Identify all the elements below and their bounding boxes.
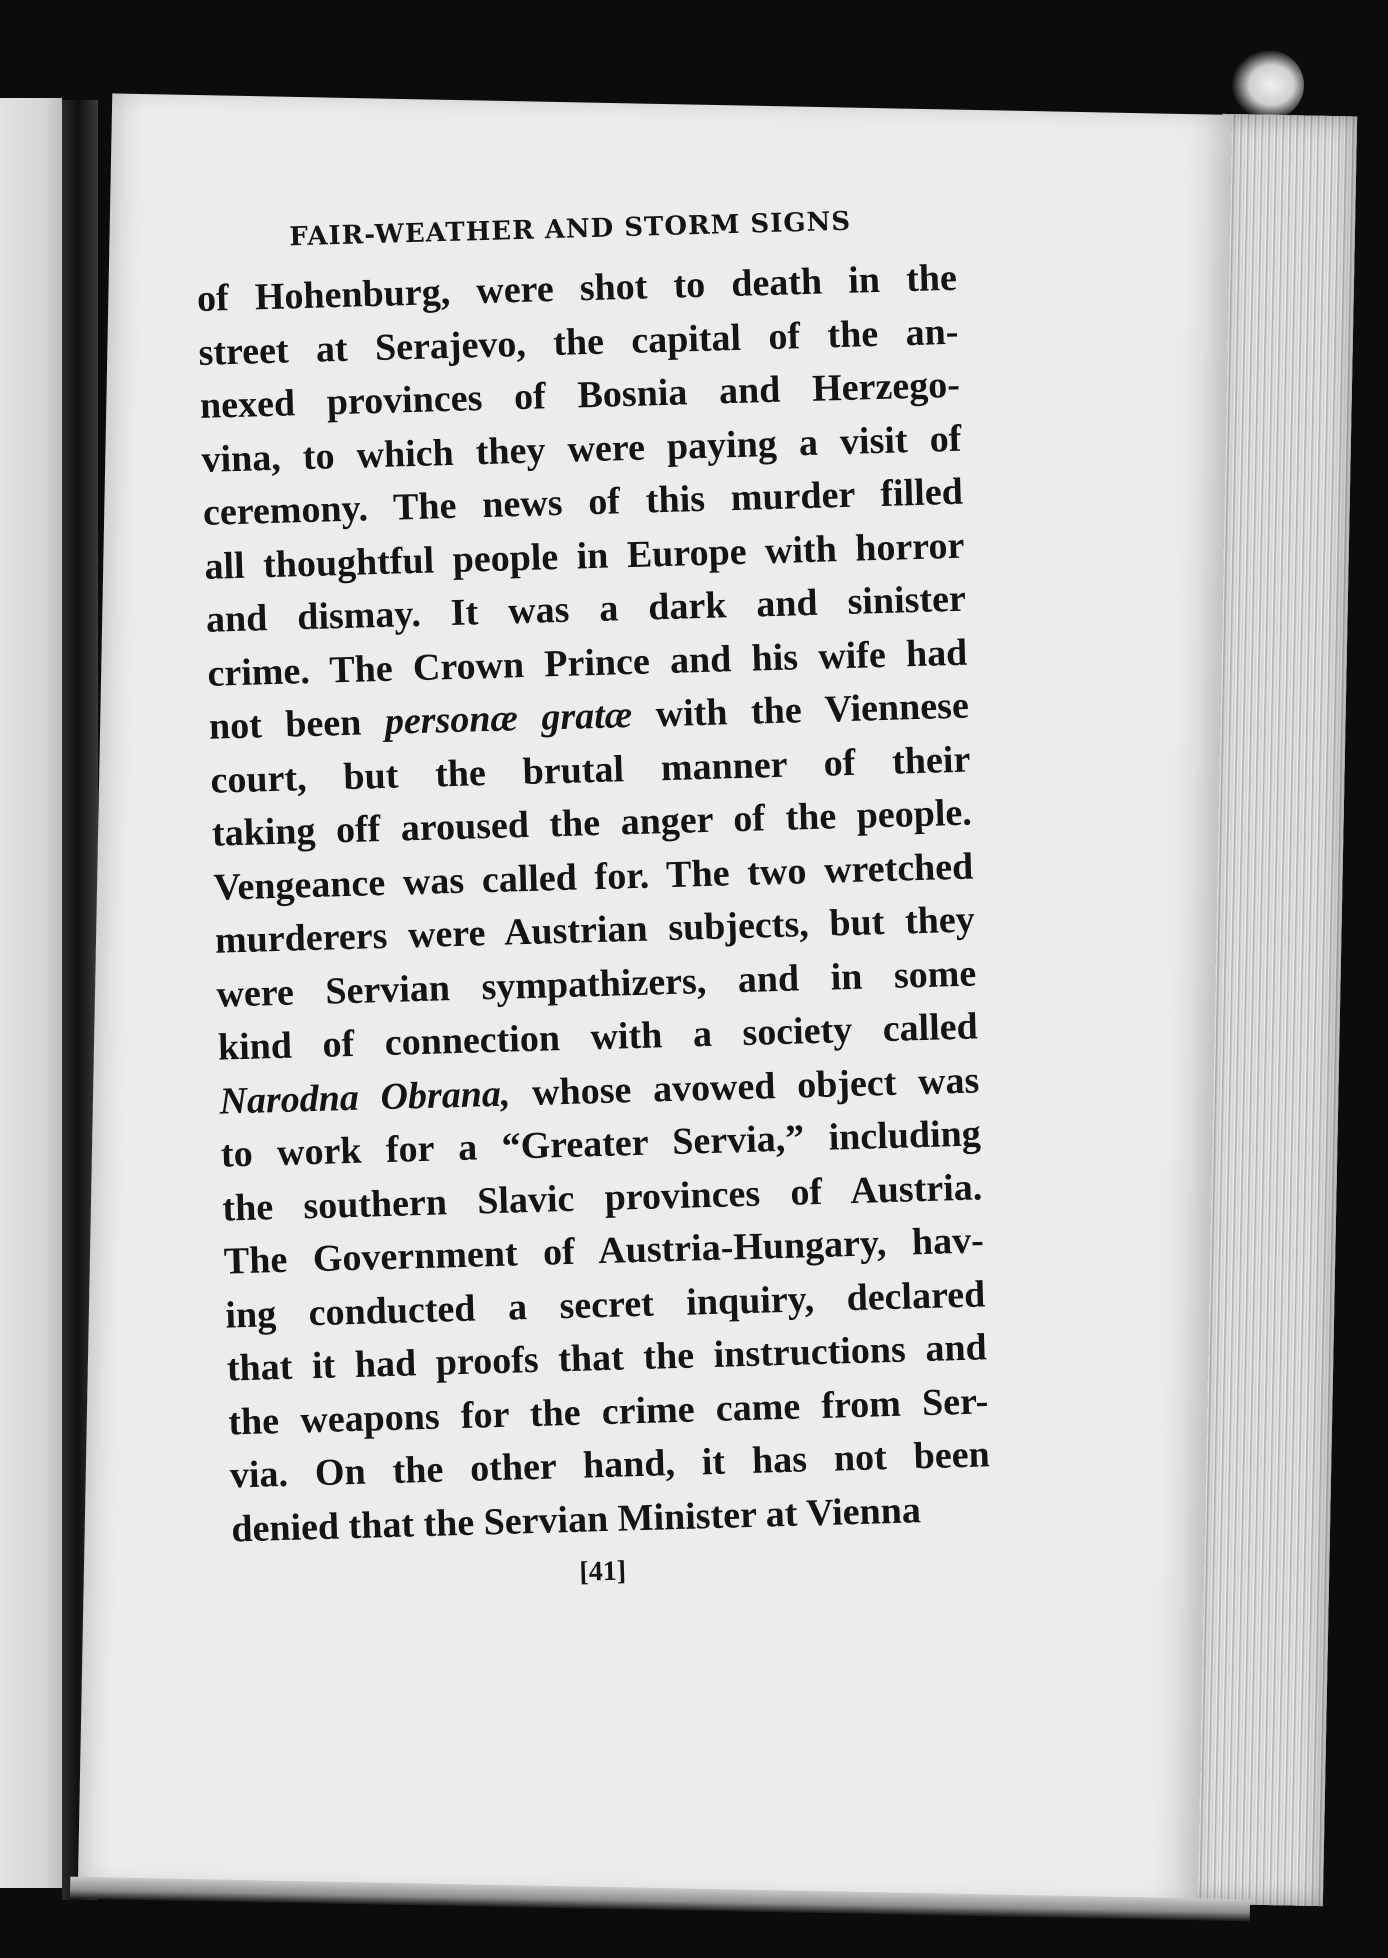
text-line: Vengeance was called for. The two wretched: [212, 845, 974, 909]
text-line: all thoughtful people in Europe with horror: [203, 524, 965, 588]
text-line: The Government of Austria-Hungary, hav-: [223, 1219, 985, 1283]
text-line: murderers were Austrian subjects, but they: [214, 898, 976, 962]
text-line: nexed provinces of Bosnia and Herzego-: [199, 363, 961, 427]
text-line: kind of connection with a society called: [217, 1005, 979, 1069]
italic-phrase: personæ gratæ: [384, 693, 633, 743]
running-head: FAIR-WEATHER AND STORM SIGNS: [289, 206, 852, 253]
text-line: via. On the other hand, it has not been: [229, 1433, 991, 1497]
text-line: the southern Slavic provinces of Austria.: [221, 1165, 983, 1230]
italic-phrase: Narodna Obrana,: [218, 1072, 511, 1123]
text-line: and dismay. It was a dark and sinister: [205, 577, 967, 641]
text-line: were Servian sympathizers, and in some: [215, 951, 977, 1016]
text-line: court, but the brutal manner of their: [209, 738, 971, 802]
body-text: [196, 252, 992, 1557]
text-line: denied that the Servian Minister at Vienna: [230, 1488, 922, 1550]
text-line: street at Serajevo, the capital of the an-: [197, 310, 959, 374]
corner-smudge: [1232, 50, 1304, 120]
text-line: taking off aroused the anger of the people.: [211, 791, 973, 855]
text-line: to work for a “Greater Servia,” including: [220, 1112, 982, 1176]
text-line: of Hohenburg, were shot to death in the: [196, 256, 958, 320]
text-line: the weapons for the crime came from Ser-: [227, 1379, 989, 1444]
page-number: [41]: [579, 1555, 627, 1588]
text-line: vina, to which they were paying a visit of: [200, 417, 962, 481]
text-segment: not been: [208, 700, 386, 748]
text-line: crime. The Crown Prince and his wife had: [206, 631, 968, 695]
facing-page-edge: [0, 98, 62, 1888]
page-text-block: [195, 204, 993, 1599]
text-segment: with the Viennese: [631, 684, 970, 736]
text-line: ceremony. The news of this murder filled: [202, 470, 964, 534]
text-line: ing conducted a secret inquiry, declared: [224, 1272, 986, 1337]
text-line: that it had proofs that the instructions and: [226, 1326, 988, 1390]
text-segment: whose avowed object was: [509, 1058, 980, 1115]
